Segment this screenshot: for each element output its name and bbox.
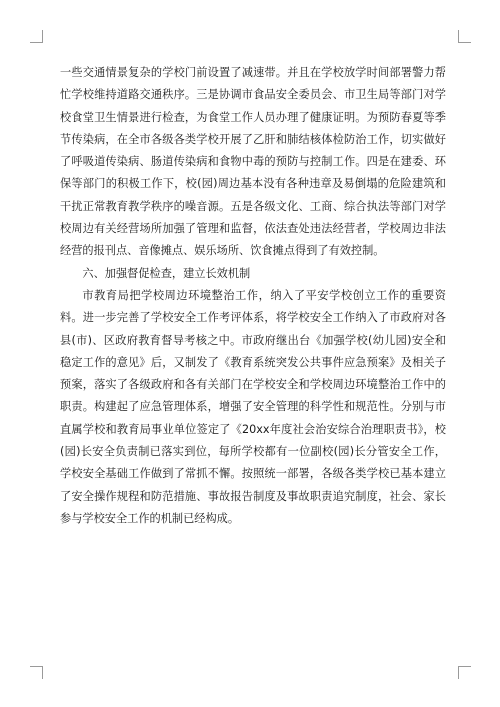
crop-mark-top-left (30, 30, 43, 43)
paragraph-supervision-mechanism: 市教育局把学校周边环境整治工作，纳入了平安学校创立工作的重要资料。进一步完善了学校安全工作考评体系，将学校安全工作纳入了市政府对各县(市)、区政府教育督导考核之中。市政府继出台《加强学校(幼儿园)安全和稳定工作的意见》后，又制发了《教育系统突发公共事件应急预案》及相关子预案，落实了各级政府和各有关部门在学校安全和学校周边环境整治工作中的职责。构建起了应急管理体系，增强了安全管理的科学性和规范性。分别与市直属学校和教育局事业单位签定了《20xx年度社会治安综合治理职责书》，校(园)长安全负责制已落实到位，每所学校都有一位副校(园)长分管安全工作，学校安全基础工作做到了常抓不懈。按照统一部署，各级各类学校已基本建立了安全操作规程和防范措施、事故报告制度及事故职责追究制度，社会、家长参与学校安全工作的机制已经构成。 (60, 288, 446, 525)
paragraph-traffic-food-safety: 一些交通情景复杂的学校门前设置了减速带。并且在学校放学时间部署警力帮忙学校维持道路交通秩序。三是协调市食品安全委员会、市卫生局等部门对学校食堂卫生情景进行检查，为食堂工作人员办理了健康证明。为预防春夏等季节传染病，在全市各级各类学校开展了乙肝和肺结核体检防治工作，切实做好了呼吸道传染病、肠道传染病和食物中毒的预防与控制工作。四是在建委、环保等部门的积极工作下，校(园)周边基本没有各种违章及易倒塌的危险建筑和干扰正常教育教学秩序的噪音源。五是各级文化、工商、综合执法等部门对学校周边有关经营场所加强了管理和监督，依法查处违法经营者，学校周边非法经营的报刊点、音像摊点、娱乐场所、饮食摊点得到了有效控制。 (60, 66, 446, 258)
document-body (60, 62, 446, 530)
crop-mark-bottom-right (458, 666, 471, 679)
section-heading-six: 六、加强督促检查，建立长效机制 (82, 266, 251, 280)
crop-mark-bottom-left (30, 666, 43, 679)
crop-mark-top-right (458, 30, 471, 43)
